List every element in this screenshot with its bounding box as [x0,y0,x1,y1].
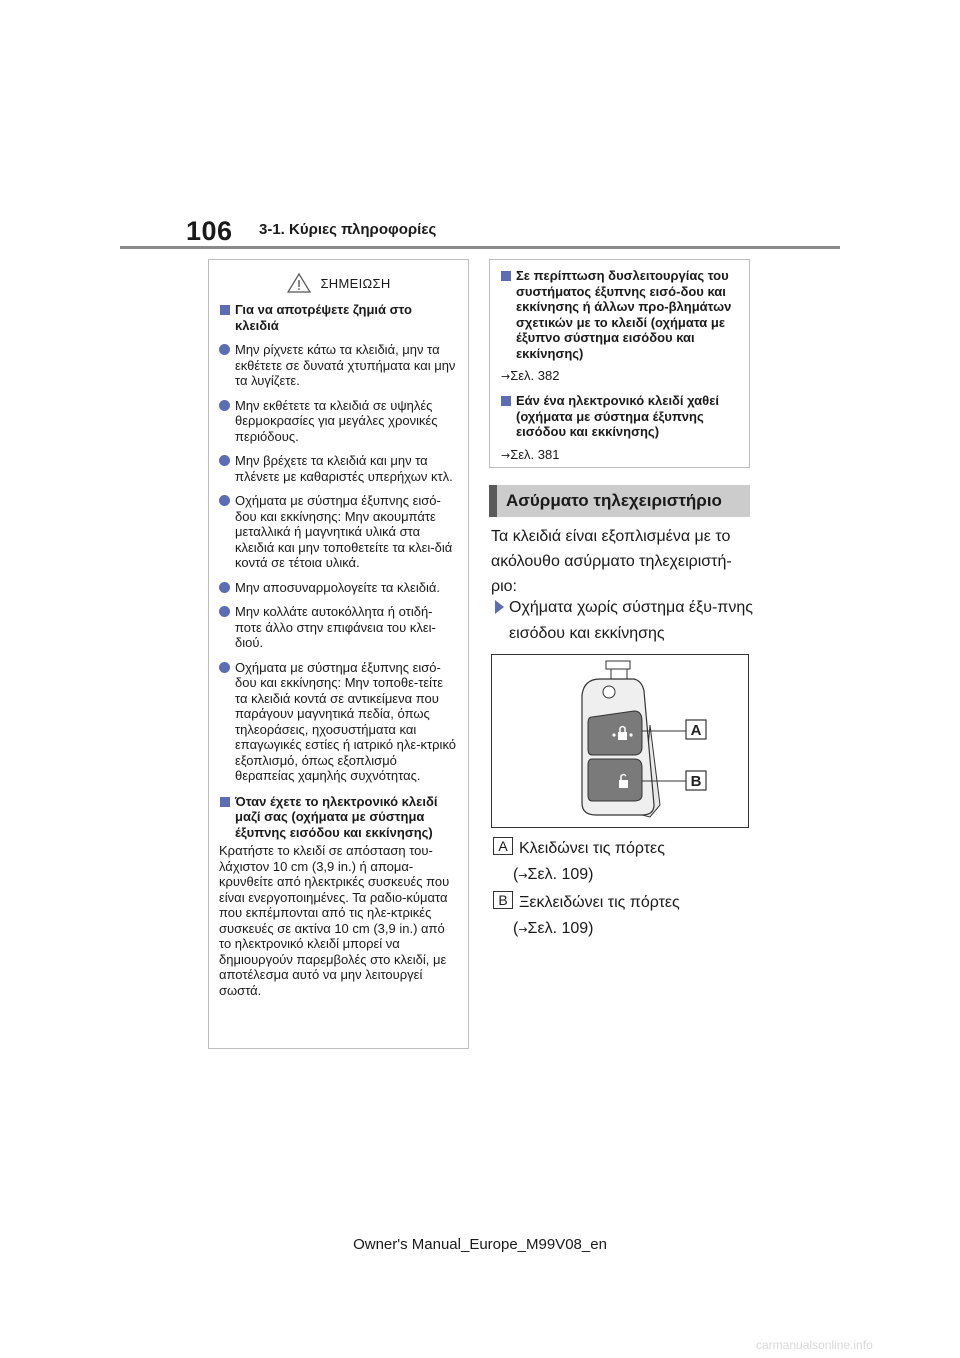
watermark: carmanualsonline.info [756,1338,873,1352]
label-item-a [493,836,665,889]
page-reference [493,916,680,943]
vehicle-type-text: Οχήματα χωρίς σύστημα έξυ-πνης εισόδου και εκκίνησης [509,599,753,642]
page-reference [500,447,740,462]
note-bullet: Οχήματα με σύστημα έξυπνης εισό-δου και εκκίνησης: Μην τοποθε-τείτε τα κλειδιά κοντά σε αντικείμενα που παράγουν μαγνητικά πεδία, όπως τηλεοράσεις, ηχοσυστήματα και επαγωγικές εστίες ή ιατρικό ηλε-κτρικό εξοπλισμό, όπως εξοπλισμό θεραπείας χαμηλής συχνότητας. [219,660,459,784]
page-number: 106 [186,216,233,246]
note-bullet: Μην αποσυναρμολογείτε τα κλειδιά. [219,580,459,596]
section-heading-bar: Ασύρματο τηλεχειριστήριο [489,485,750,517]
arrow-right-icon: → [518,923,528,936]
note-section-title: Για να αποτρέψετε ζημιά στο κλειδιά [219,302,459,333]
note-header [219,268,459,298]
figure-label-a: A [690,722,702,739]
reference-title: Σε περίπτωση δυσλειτουργίας του συστήματος έξυπνης εισό-δου και εκκίνησης ή άλλων προ-βλημάτων σχετικών με το κλειδί (οχήματα με έξυπνο σύστημα εισόδου και εκκίνησης) [500,268,740,361]
arrow-right-icon: → [501,448,511,462]
arrow-right-icon: → [518,869,528,882]
note-bullet: Οχήματα με σύστημα έξυπνης εισό-δου και εκκίνησης: Μην ακουμπάτε μεταλλικά ή μαγνητικά υλικά στα κλειδιά και μην τοποθετείτε τα κλει-διά κοντά σε τέτοια υλικά. [219,493,459,571]
label-item-b [493,890,680,943]
note-box [208,259,469,1049]
label-text: Ξεκλειδώνει τις πόρτες [519,894,680,911]
footer-text: Owner's Manual_Europe_M99V08_en [353,1236,607,1253]
figure-label-b: B [690,773,702,790]
note-bullet: Μην εκθέτετε τα κλειδιά σε υψηλές θερμοκρασίες για μεγάλες χρονικές περιόδους. [219,398,459,445]
key-fob-illustration [491,654,749,828]
page-reference [500,368,740,383]
page-ref-text: Σελ. 382 [510,368,560,383]
note-bullet: Μην βρέχετε τα κλειδιά και μην τα πλένετε με καθαριστές υπερήχων κτλ. [219,453,459,484]
page-ref-text: Σελ. 109) [527,866,594,883]
page-ref-text: Σελ. 109) [527,920,594,937]
vehicle-type-item [491,595,753,647]
note-bullet: Μην ρίχνετε κάτω τα κλειδιά, μην τα εκθέτετε σε δυνατά χτυπήματα και μην τα λυγίζετε. [219,342,459,389]
label-text: Κλειδώνει τις πόρτες [519,840,665,857]
reference-box [489,259,750,468]
triangle-bullet-icon [495,600,504,614]
section-title: 3-1. Κύριες πληροφορίες [259,221,437,238]
label-badge: B [493,891,513,909]
key-fob-drawing [492,655,748,827]
label-badge: A [493,837,513,855]
header-divider [120,246,840,249]
reference-title: Εάν ένα ηλεκτρονικό κλειδί χαθεί (οχήματα με σύστημα έξυπνης εισόδου και εκκίνησης) [500,393,740,440]
note-paragraph: Κρατήστε το κλειδί σε απόσταση του-λάχιστον 10 cm (3,9 in.) ή απομα-κρυνθείτε από ηλεκτρικές συσκευές που είναι ενεργοποιημένες. Τα ραδιο-κύματα που εκπέμπονται από τις ηλε-κτρικές συσκευές σε ακτίνα 10 cm (3,9 in.) από το ηλεκτρονικό κλειδί μπορεί να δημιουργούν παρεμβολές στο κλειδί, με αποτέλεσμα αυτό να μην λειτουργεί σωστά. [219,843,450,998]
page-ref-text: Σελ. 381 [510,446,560,462]
note-section-title: Όταν έχετε το ηλεκτρονικό κλειδί μαζί σας (οχήματα με σύστημα έξυπνης εισόδου και εκκίνησης) [219,794,459,841]
note-bullet: Μην κολλάτε αυτοκόλλητα ή οτιδή-ποτε άλλο στην επιφάνεια του κλει-διού. [219,604,459,651]
intro-paragraph: Τα κλειδιά είναι εξοπλισμένα με το ακόλουθο ασύρματο τηλεχειριστή-ριο: [491,528,732,595]
arrow-right-icon: → [501,370,511,383]
paren: ( [513,866,519,883]
page-reference [493,862,665,889]
note-heading: ΣΗΜΕΙΩΣΗ [320,275,391,291]
paren: ( [513,920,519,937]
warning-triangle-icon [287,273,311,293]
